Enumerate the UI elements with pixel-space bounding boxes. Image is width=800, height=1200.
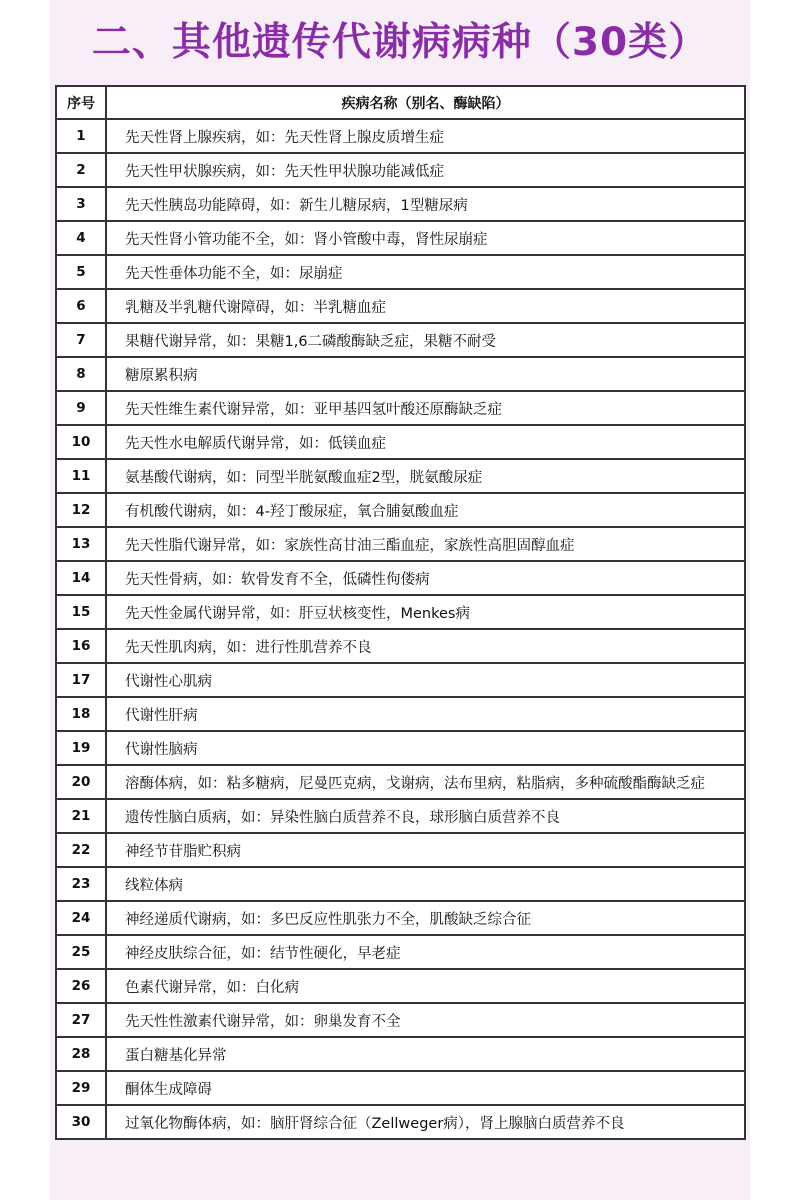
table-row — [56, 425, 745, 459]
disease-name-cell: 先天性维生素代谢异常，如：亚甲基四氢叶酸还原酶缺乏症 — [106, 391, 745, 425]
disease-name-cell: 先天性肾小管功能不全，如：肾小管酸中毒，肾性尿崩症 — [106, 221, 745, 255]
disease-name-cell: 溶酶体病，如：粘多糖病，尼曼匹克病，戈谢病，法布里病，粘脂病，多种硫酸酯酶缺乏症 — [106, 765, 745, 799]
table-row — [56, 833, 745, 867]
table-row — [56, 153, 745, 187]
row-number-cell: 4 — [56, 221, 106, 255]
row-number-cell: 27 — [56, 1003, 106, 1037]
row-number-cell: 9 — [56, 391, 106, 425]
row-number-cell: 26 — [56, 969, 106, 1003]
disease-table — [55, 85, 746, 1140]
disease-name-cell: 乳糖及半乳糖代谢障碍，如：半乳糖血症 — [106, 289, 745, 323]
table-row — [56, 561, 745, 595]
row-number-cell: 18 — [56, 697, 106, 731]
table-row — [56, 935, 745, 969]
row-number-cell: 29 — [56, 1071, 106, 1105]
disease-name-cell: 线粒体病 — [106, 867, 745, 901]
disease-name-cell: 先天性骨病，如：软骨发育不全，低磷性佝偻病 — [106, 561, 745, 595]
row-number-cell: 24 — [56, 901, 106, 935]
table-row — [56, 1071, 745, 1105]
table-row — [56, 493, 745, 527]
disease-name-cell: 先天性肾上腺疾病，如：先天性肾上腺皮质增生症 — [106, 119, 745, 153]
table-row — [56, 765, 745, 799]
row-number-cell: 22 — [56, 833, 106, 867]
disease-name-cell: 神经皮肤综合征，如：结节性硬化，早老症 — [106, 935, 745, 969]
table-row — [56, 221, 745, 255]
disease-name-cell: 代谢性脑病 — [106, 731, 745, 765]
table-row — [56, 731, 745, 765]
page-title: 二、其他遗传代谢病病种（30类） — [91, 20, 709, 65]
row-number-cell: 11 — [56, 459, 106, 493]
disease-name-cell: 神经节苷脂贮积病 — [106, 833, 745, 867]
disease-name-cell: 过氧化物酶体病，如：脑肝肾综合征（Zellweger病），肾上腺脑白质营养不良 — [106, 1105, 745, 1139]
row-number-cell: 16 — [56, 629, 106, 663]
row-number-cell: 23 — [56, 867, 106, 901]
row-number-cell: 2 — [56, 153, 106, 187]
row-number-cell: 17 — [56, 663, 106, 697]
disease-name-cell: 先天性肌肉病，如：进行性肌营养不良 — [106, 629, 745, 663]
disease-name-cell: 神经递质代谢病，如：多巴反应性肌张力不全，肌酸缺乏综合征 — [106, 901, 745, 935]
disease-name-cell: 果糖代谢异常，如：果糖1,6二磷酸酶缺乏症，果糖不耐受 — [106, 323, 745, 357]
table-row — [56, 323, 745, 357]
row-number-cell: 10 — [56, 425, 106, 459]
row-number-cell: 12 — [56, 493, 106, 527]
column-header-number: 序号 — [56, 86, 106, 119]
table-row — [56, 629, 745, 663]
table-row — [56, 595, 745, 629]
table-row — [56, 663, 745, 697]
table-row — [56, 255, 745, 289]
column-header-name: 疾病名称（别名、酶缺陷） — [106, 86, 745, 119]
disease-name-cell: 先天性脂代谢异常，如：家族性高甘油三酯血症，家族性高胆固醇血症 — [106, 527, 745, 561]
disease-name-cell: 先天性垂体功能不全，如：尿崩症 — [106, 255, 745, 289]
table-row — [56, 1105, 745, 1139]
disease-name-cell: 先天性金属代谢异常，如：肝豆状核变性，Menkes病 — [106, 595, 745, 629]
table-row — [56, 1037, 745, 1071]
table-row — [56, 289, 745, 323]
table-body — [56, 119, 745, 1139]
table-row — [56, 459, 745, 493]
row-number-cell: 7 — [56, 323, 106, 357]
row-number-cell: 30 — [56, 1105, 106, 1139]
disease-name-cell: 代谢性心肌病 — [106, 663, 745, 697]
disease-name-cell: 先天性水电解质代谢异常，如：低镁血症 — [106, 425, 745, 459]
row-number-cell: 19 — [56, 731, 106, 765]
disease-name-cell: 代谢性肝病 — [106, 697, 745, 731]
table-row — [56, 799, 745, 833]
row-number-cell: 6 — [56, 289, 106, 323]
disease-name-cell: 蛋白糖基化异常 — [106, 1037, 745, 1071]
table-row — [56, 357, 745, 391]
disease-name-cell: 糖原累积病 — [106, 357, 745, 391]
row-number-cell: 13 — [56, 527, 106, 561]
disease-name-cell: 酮体生成障碍 — [106, 1071, 745, 1105]
disease-name-cell: 有机酸代谢病，如：4-羟丁酸尿症，氧合脯氨酸血症 — [106, 493, 745, 527]
row-number-cell: 25 — [56, 935, 106, 969]
table-row — [56, 1003, 745, 1037]
table-row — [56, 969, 745, 1003]
row-number-cell: 28 — [56, 1037, 106, 1071]
disease-name-cell: 遗传性脑白质病，如：异染性脑白质营养不良，球形脑白质营养不良 — [106, 799, 745, 833]
row-number-cell: 20 — [56, 765, 106, 799]
disease-name-cell: 先天性甲状腺疾病，如：先天性甲状腺功能减低症 — [106, 153, 745, 187]
table-row — [56, 527, 745, 561]
disease-name-cell: 先天性胰岛功能障碍，如：新生儿糖尿病，1型糖尿病 — [106, 187, 745, 221]
disease-name-cell: 氨基酸代谢病，如：同型半胱氨酸血症2型，胱氨酸尿症 — [106, 459, 745, 493]
table-row — [56, 901, 745, 935]
row-number-cell: 5 — [56, 255, 106, 289]
table-row — [56, 391, 745, 425]
table-row — [56, 697, 745, 731]
disease-name-cell: 先天性性激素代谢异常，如：卵巢发育不全 — [106, 1003, 745, 1037]
disease-name-cell: 色素代谢异常，如：白化病 — [106, 969, 745, 1003]
row-number-cell: 3 — [56, 187, 106, 221]
row-number-cell: 15 — [56, 595, 106, 629]
row-number-cell: 1 — [56, 119, 106, 153]
table-row — [56, 867, 745, 901]
row-number-cell: 14 — [56, 561, 106, 595]
table-row — [56, 187, 745, 221]
row-number-cell: 21 — [56, 799, 106, 833]
table-row — [56, 119, 745, 153]
table-header-row — [56, 86, 745, 119]
row-number-cell: 8 — [56, 357, 106, 391]
